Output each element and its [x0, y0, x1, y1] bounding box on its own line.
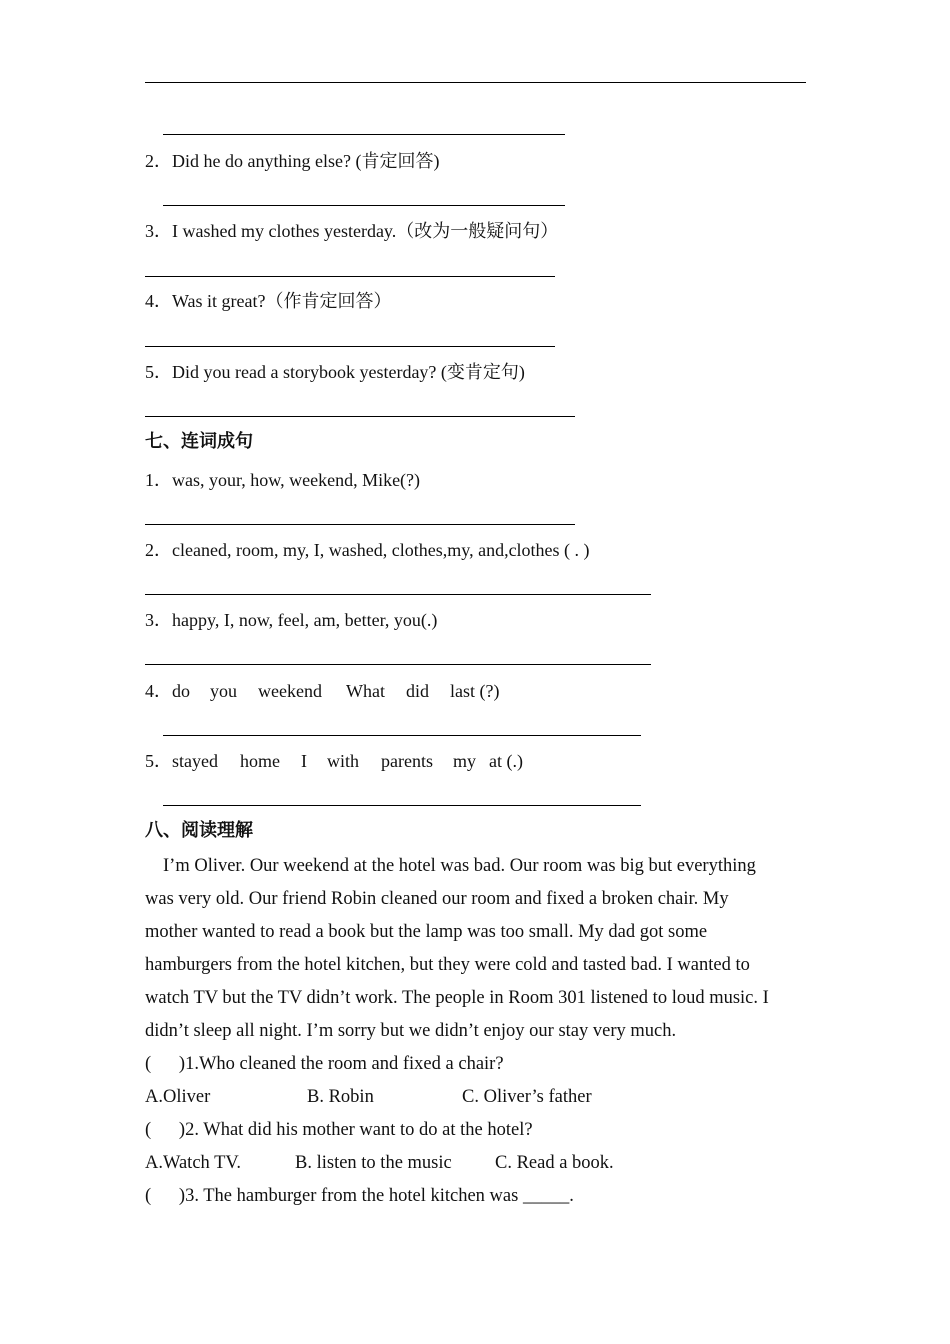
- question-number: 3．: [145, 221, 172, 241]
- word-token: you: [210, 681, 237, 701]
- word-token: do: [172, 681, 190, 701]
- option-c: C. Read a book.: [495, 1153, 614, 1173]
- word-token: my: [453, 751, 477, 771]
- question-number: 3．: [145, 610, 172, 630]
- word-token: What: [346, 681, 385, 701]
- question-text: happy, I, now, feel, am, better, you(.): [172, 610, 438, 630]
- question-item: [145, 220, 558, 242]
- option-a: A.Oliver: [145, 1087, 211, 1107]
- option-b: B. Robin: [307, 1087, 374, 1107]
- question-text: 1.Who cleaned the room and fixed a chair?: [185, 1054, 504, 1074]
- word-token: parents: [381, 751, 433, 771]
- answer-line: [163, 805, 641, 806]
- reading-question: [145, 1054, 504, 1075]
- question-item: [145, 750, 523, 772]
- passage-line: hamburgers from the hotel kitchen, but they were cold and tasted bad. I wanted to: [145, 955, 750, 975]
- passage-line: was very old. Our friend Robin cleaned our room and fixed a broken chair. My: [145, 889, 729, 909]
- answer-line: [163, 735, 641, 736]
- answer-line: [145, 276, 555, 277]
- answer-line: [163, 205, 565, 206]
- word-token: home: [240, 751, 280, 771]
- question-number: 5．: [145, 751, 172, 771]
- answer-line: [145, 594, 651, 595]
- word-token: stayed: [172, 751, 218, 771]
- word-token: weekend: [258, 681, 322, 701]
- question-text: Did he do anything else? (肯定回答): [172, 151, 440, 171]
- answer-line: [163, 134, 565, 135]
- question-item: [145, 290, 392, 312]
- answer-line: [145, 416, 575, 417]
- answer-line: [145, 346, 555, 347]
- question-number: 2．: [145, 151, 172, 171]
- question-text: I washed my clothes yesterday.（改为一般疑问句）: [172, 221, 559, 241]
- answer-bracket: ( ): [145, 1054, 186, 1074]
- header-rule: [145, 82, 806, 83]
- answer-bracket: ( ): [145, 1120, 186, 1140]
- question-item: [145, 609, 437, 631]
- question-item: [145, 680, 499, 702]
- question-number: 5．: [145, 362, 172, 382]
- question-text: Was it great?（作肯定回答）: [172, 291, 392, 311]
- section-title: 八、阅读理解: [145, 820, 253, 841]
- reading-question: [145, 1120, 533, 1141]
- word-token: at (.): [489, 751, 523, 771]
- section-title: 七、连词成句: [145, 431, 253, 452]
- passage-line: watch TV but the TV didn’t work. The people in Room 301 listened to loud music. I: [145, 988, 769, 1008]
- question-item: [145, 469, 420, 491]
- passage-line: mother wanted to read a book but the lamp was too small. My dad got some: [145, 922, 708, 942]
- word-token: I: [301, 751, 307, 771]
- question-text: 2. What did his mother want to do at the hotel?: [185, 1120, 533, 1140]
- question-text: cleaned, room, my, I, washed, clothes,my, and,clothes ( . ): [172, 540, 590, 560]
- question-item: [145, 539, 590, 561]
- option-a: A.Watch TV.: [145, 1153, 241, 1173]
- question-item: [145, 361, 525, 383]
- question-number: 4．: [145, 291, 172, 311]
- question-number: 1．: [145, 470, 172, 490]
- word-token: with: [327, 751, 360, 771]
- answer-line: [145, 524, 575, 525]
- answer-bracket: ( ): [145, 1186, 186, 1206]
- reading-question: [145, 1186, 574, 1207]
- passage-line: didn’t sleep all night. I’m sorry but we didn’t enjoy our stay very much.: [145, 1021, 677, 1041]
- word-token: did: [406, 681, 430, 701]
- answer-line: [145, 664, 651, 665]
- question-text: was, your, how, weekend, Mike(?): [172, 470, 421, 490]
- question-item: [145, 150, 439, 172]
- passage-line: I’m Oliver. Our weekend at the hotel was bad. Our room was big but everything: [163, 856, 756, 876]
- option-c: C. Oliver’s father: [462, 1087, 592, 1107]
- question-number: 4．: [145, 681, 172, 701]
- question-text: 3. The hamburger from the hotel kitchen was _____.: [185, 1186, 574, 1206]
- question-number: 2．: [145, 540, 172, 560]
- option-b: B. listen to the music: [295, 1153, 452, 1173]
- word-token: last (?): [450, 681, 500, 701]
- question-text: Did you read a storybook yesterday? (变肯定句): [172, 362, 525, 382]
